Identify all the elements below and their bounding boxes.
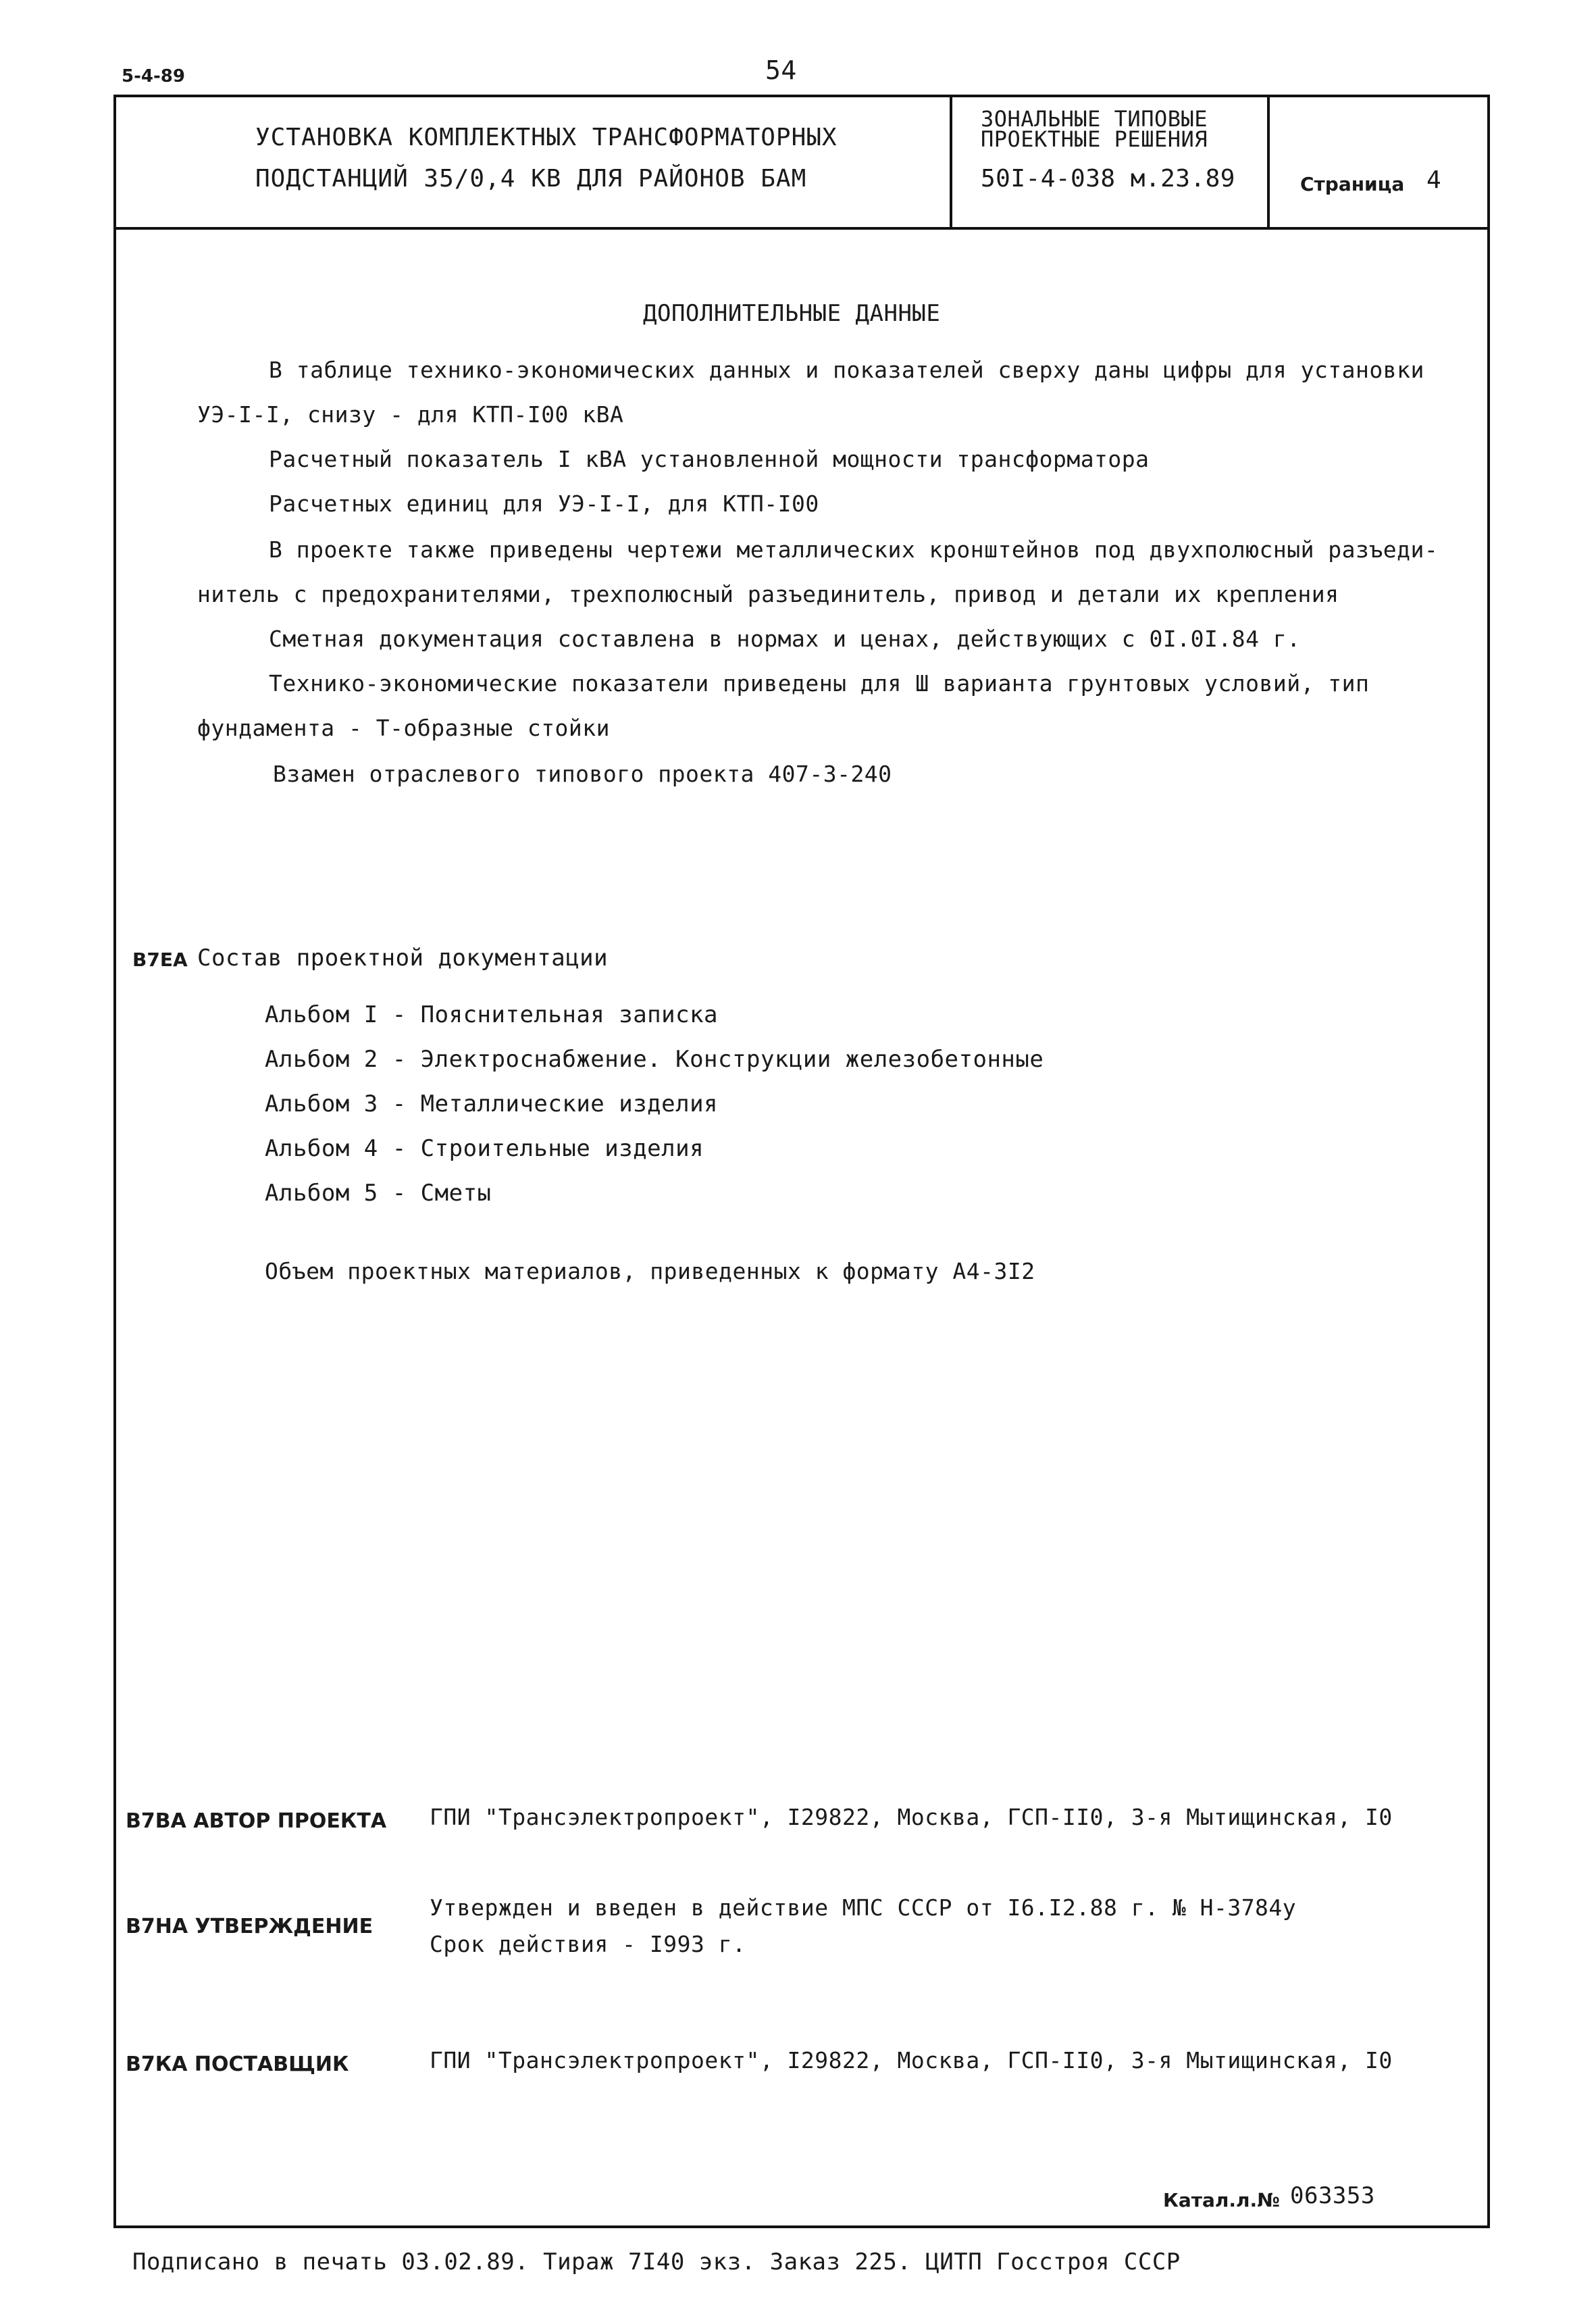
series-line2: ПРОЕКТНЫЕ РЕШЕНИЯ [981,126,1208,152]
composition-code: В7ЕА [132,949,188,971]
catalog-value: 063353 [1290,2182,1375,2209]
author-value: ГПИ "Трансэлектропроект", I29822, Москва, ГСП-II0, 3-я Мытищинская, I0 [430,1804,1393,1830]
album-item-3: Альбом 3 - Металлические изделия [265,1090,719,1117]
print-imprint: Подписано в печать 03.02.89. Тираж 7I40 экз. Заказ 225. ЦИТП Госстроя СССР [132,2248,1181,2275]
paragraph-7: Взамен отраслевого типового проекта 407-3-240 [273,761,892,787]
materials-volume: Объем проектных материалов, приведенных к формату А4-3I2 [265,1258,1035,1284]
album-item-2: Альбом 2 - Электроснабжение. Конструкции железобетонные [265,1046,1044,1073]
paragraph-4-line-2: нитель с предохранителями, трехполюсный разъединитель, привод и детали их крепления [197,581,1339,607]
page-value: 4 [1426,166,1442,194]
series-code: 50I-4-038 м.23.89 [981,165,1235,193]
document-code: 5-4-89 [122,66,185,86]
paragraph-2: Расчетный показатель I кВА установленной мощности трансформатора [269,446,1150,472]
paragraph-1-line-1: В таблице технико-экономических данных и показателей сверху даны цифры для установки [269,357,1424,383]
paragraph-5: Сметная документация составлена в нормах и ценах, действующих с 0I.0I.84 г. [269,626,1301,652]
paragraph-1-line-2: УЭ-I-I, снизу - для КТП-I00 кВА [197,401,624,428]
approval-value-line-1: Утвержден и введен в действие МПС СССР от I6.I2.88 г. № Н-3784у [430,1894,1297,1921]
paragraph-6-line-2: фундамента - Т-образные стойки [197,715,611,741]
approval-label: В7НА УТВЕРЖДЕНИЕ [126,1915,374,1938]
supplier-label: В7КА ПОСТАВЩИК [126,2053,349,2076]
header-divider-1 [950,95,952,230]
album-item-5: Альбом 5 - Сметы [265,1180,492,1207]
catalog-label: Катал.л.№ [1163,2189,1280,2211]
header-bottom-rule [113,227,1490,230]
approval-value-line-2: Срок действия - I993 г. [430,1931,746,1957]
sheet-number: 54 [765,55,797,85]
series-line1: ЗОНАЛЬНЫЕ ТИПОВЫЕ [981,106,1208,132]
page-label: Страница [1300,173,1405,195]
supplier-value: ГПИ "Трансэлектропроект", I29822, Москва, ГСП-II0, 3-я Мытищинская, I0 [430,2047,1393,2073]
header-title-line1: УСТАНОВКА КОМПЛЕКТНЫХ ТРАНСФОРМАТОРНЫХ [255,124,838,151]
paragraph-3: Расчетных единиц для УЭ-I-I, для КТП-I00 [269,491,819,517]
composition-title: Состав проектной документации [197,945,609,972]
album-item-4: Альбом 4 - Строительные изделия [265,1135,704,1162]
paragraph-4-line-1: В проекте также приведены чертежи металлических кронштейнов под двухполюсный разъеди- [269,536,1439,563]
header-divider-2 [1267,95,1270,230]
author-label: В7ВА АВТОР ПРОЕКТА [126,1809,387,1833]
album-item-1: Альбом I - Пояснительная записка [265,1001,719,1028]
paragraph-6-line-1: Технико-экономические показатели приведены для Ш варианта грунтовых условий, тип [269,670,1370,697]
header-title-line2: ПОДСТАНЦИЙ 35/0,4 КВ ДЛЯ РАЙОНОВ БАМ [255,165,807,193]
section-title: ДОПОЛНИТЕЛЬНЫЕ ДАННЫЕ [643,300,941,327]
